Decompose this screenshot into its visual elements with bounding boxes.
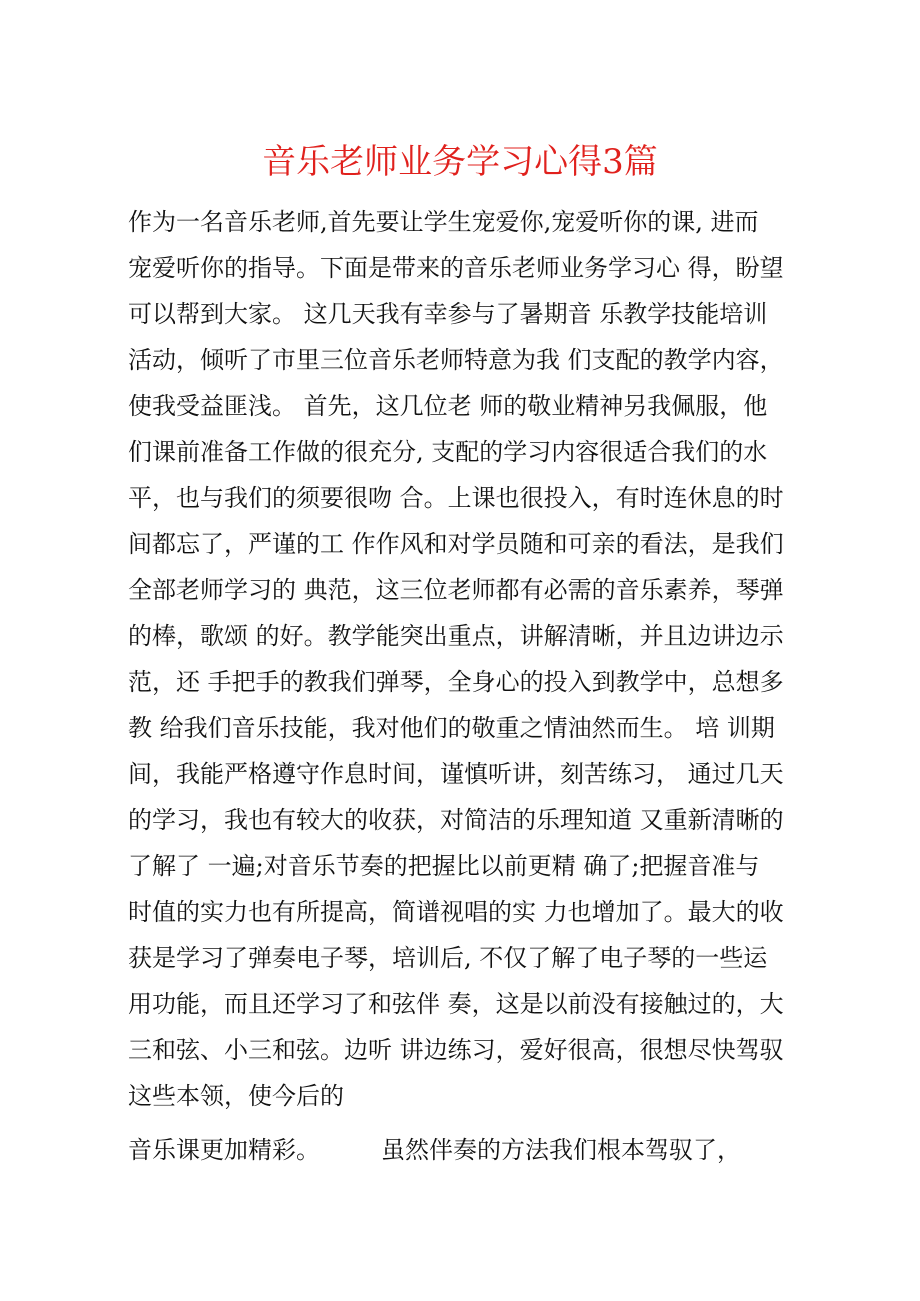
body-line: 教 给我们音乐技能，我对他们的敬重之情油然而生。 培 训期 xyxy=(128,714,775,742)
body-line: 作为一名音乐老师,首先要让学生宠爱你,宠爱听你的课, 进而 xyxy=(128,208,759,236)
body-line: 使我受益匪浅。 首先，这几位老 师的敬业精神另我佩服，他 xyxy=(128,392,768,420)
document-body xyxy=(128,199,828,1173)
body-line: 全部老师学习的 典范，这三位老师都有必需的音乐素养，琴弹 xyxy=(128,576,784,604)
body-line: 这些本领，使今后的 xyxy=(128,1082,344,1110)
body-line: 获是学习了弹奏电子琴，培训后, 不仅了解了电子琴的一些运 xyxy=(128,944,768,972)
body-line: 活动，倾听了市里三位音乐老师特意为我 们支配的教学内容， xyxy=(128,346,784,374)
body-line: 三和弦、小三和弦。边听 讲边练习，爱好很高，很想尽快驾驭 xyxy=(128,1036,784,1064)
body-line: 间，我能严格遵守作息时间，谨慎听讲，刻苦练习， 通过几天 xyxy=(128,760,784,788)
body-line-final: 音乐课更加精彩。 虽然伴奏的方法我们根本驾驭了， xyxy=(128,1136,742,1164)
body-line: 们课前准备工作做的很充分, 支配的学习内容很适合我们的水 xyxy=(128,438,768,466)
body-line: 宠爱听你的指导。下面是带来的音乐老师业务学习心 得，盼望 xyxy=(128,254,784,282)
body-line: 的棒，歌颂 的好。教学能突出重点，讲解清晰，并且边讲边示 xyxy=(128,622,784,650)
body-line: 间都忘了，严谨的工 作作风和对学员随和可亲的看法，是我们 xyxy=(128,530,784,558)
body-line: 时值的实力也有所提高，简谱视唱的实 力也增加了。最大的收 xyxy=(128,898,784,926)
body-line: 可以帮到大家。 这几天我有幸参与了暑期音 乐教学技能培训 xyxy=(128,300,768,328)
body-line: 平，也与我们的须要很吻 合。上课也很投入，有时连休息的时 xyxy=(128,484,784,512)
body-line: 范，还 手把手的教我们弹琴，全身心的投入到教学中，总想多 xyxy=(128,668,784,696)
document-title: 音乐老师业务学习心得3篇 xyxy=(262,142,658,182)
body-line: 用功能，而且还学习了和弦伴 奏，这是以前没有接触过的，大 xyxy=(128,990,784,1018)
body-line: 了解了 一遍;对音乐节奏的把握比以前更精 确了;把握音准与 xyxy=(128,852,760,880)
body-line: 的学习，我也有较大的收获，对简洁的乐理知道 又重新清晰的 xyxy=(128,806,784,834)
